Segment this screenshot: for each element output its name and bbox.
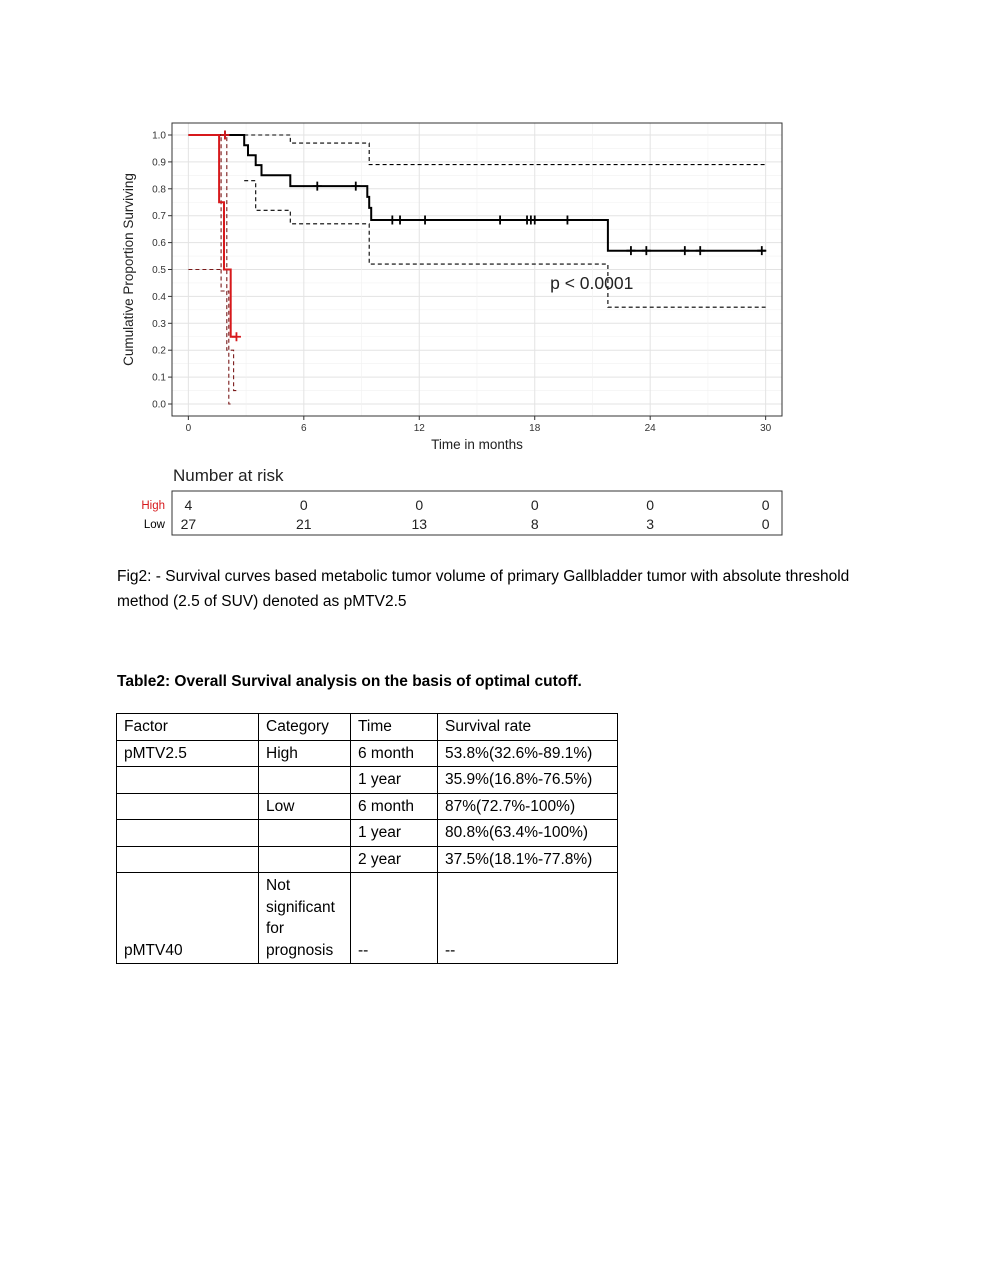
header-cell: Factor — [117, 714, 259, 741]
y-tick-label: 0.9 — [152, 157, 166, 169]
risk-value: 4 — [184, 497, 193, 513]
y-tick-label: 0.2 — [152, 345, 166, 357]
category-cell — [259, 767, 351, 794]
category-line: Not — [266, 877, 291, 894]
risk-value: 0 — [761, 497, 770, 513]
risk-row-label: High — [141, 500, 165, 512]
y-tick-label: 0.4 — [152, 291, 166, 303]
header-cell: Time — [351, 714, 438, 741]
category-line: for — [266, 920, 285, 937]
time-cell: 2 year — [351, 846, 438, 873]
survival-table — [116, 713, 618, 964]
y-tick-label: 0.7 — [152, 211, 166, 223]
y-tick-label: 0.3 — [152, 318, 166, 330]
time-cell: 6 month — [351, 793, 438, 820]
factor-cell — [117, 767, 259, 794]
risk-value: 0 — [415, 497, 424, 513]
risk-value: 27 — [180, 516, 197, 532]
category-line: prognosis — [266, 941, 334, 959]
x-tick-label: 0 — [185, 423, 192, 434]
risk-value: 0 — [646, 497, 655, 513]
table-header-row — [117, 714, 618, 741]
y-tick-label: 0.5 — [152, 265, 166, 276]
rate-cell: 53.8%(32.6%-89.1%) — [438, 740, 618, 767]
category-cell — [259, 820, 351, 847]
y-tick-label: 0.6 — [152, 238, 166, 250]
x-tick-label: 12 — [413, 423, 425, 434]
y-tick-label: 0.8 — [152, 184, 166, 196]
time-cell: 1 year — [351, 767, 438, 794]
header-cell: Category — [259, 714, 351, 741]
x-tick-label: 30 — [760, 423, 772, 434]
x-axis-title: Time in months — [431, 437, 523, 452]
risk-value: 0 — [761, 516, 770, 532]
factor-cell: pMTV40 — [117, 873, 259, 964]
category-cell: Low — [259, 793, 351, 820]
risk-row-label: Low — [143, 519, 165, 531]
category-cell — [259, 846, 351, 873]
x-tick-label: 24 — [644, 423, 656, 434]
rate-cell: -- — [438, 873, 618, 964]
x-tick-label: 18 — [529, 423, 541, 434]
time-cell: -- — [351, 873, 438, 964]
p-value-label: p < 0.0001 — [550, 272, 634, 293]
category-cell: High — [259, 740, 351, 767]
rate-cell: 80.8%(63.4%-100%) — [438, 820, 618, 847]
rate-cell: 87%(72.7%-100%) — [438, 793, 618, 820]
table-row — [117, 820, 618, 847]
y-tick-label: 1.0 — [152, 130, 166, 142]
risk-value: 8 — [530, 516, 539, 532]
km-chart — [115, 112, 795, 542]
factor-cell — [117, 846, 259, 873]
y-axis-title: Cumulative Proportion Surviving — [121, 173, 136, 366]
factor-cell — [117, 793, 259, 820]
risk-value: 0 — [299, 497, 308, 513]
time-cell: 6 month — [351, 740, 438, 767]
header-cell: Survival rate — [438, 714, 618, 741]
factor-cell — [117, 820, 259, 847]
factor-cell: pMTV2.5 — [117, 740, 259, 767]
rate-cell: 35.9%(16.8%-76.5%) — [438, 767, 618, 794]
table-row — [117, 873, 618, 964]
risk-table-border — [172, 491, 782, 535]
time-cell: 1 year — [351, 820, 438, 847]
rate-cell: 37.5%(18.1%-77.8%) — [438, 846, 618, 873]
risk-value: 3 — [646, 516, 655, 532]
table-row — [117, 846, 618, 873]
category-line: significant — [266, 898, 335, 916]
x-tick-label: 6 — [301, 423, 307, 434]
table-row — [117, 767, 618, 794]
category-cell — [259, 873, 351, 964]
survival-figure — [115, 112, 795, 542]
y-tick-label: 0.1 — [152, 372, 166, 384]
risk-value: 21 — [296, 516, 312, 532]
risk-value: 0 — [530, 497, 539, 513]
table-row — [117, 793, 618, 820]
table-row — [117, 740, 618, 767]
table-title: Table2: Overall Survival analysis on the basis of optimal cutoff. — [117, 673, 582, 690]
risk-value: 13 — [411, 516, 428, 532]
risk-table-title: Number at risk — [173, 466, 284, 485]
figure-caption: Fig2: - Survival curves based metabolic tumor volume of primary Gallbladder tumor with absolute threshold method (2.5 of SUV) denoted as pMTV2.5 — [117, 568, 850, 610]
y-tick-label: 0.0 — [152, 399, 166, 411]
